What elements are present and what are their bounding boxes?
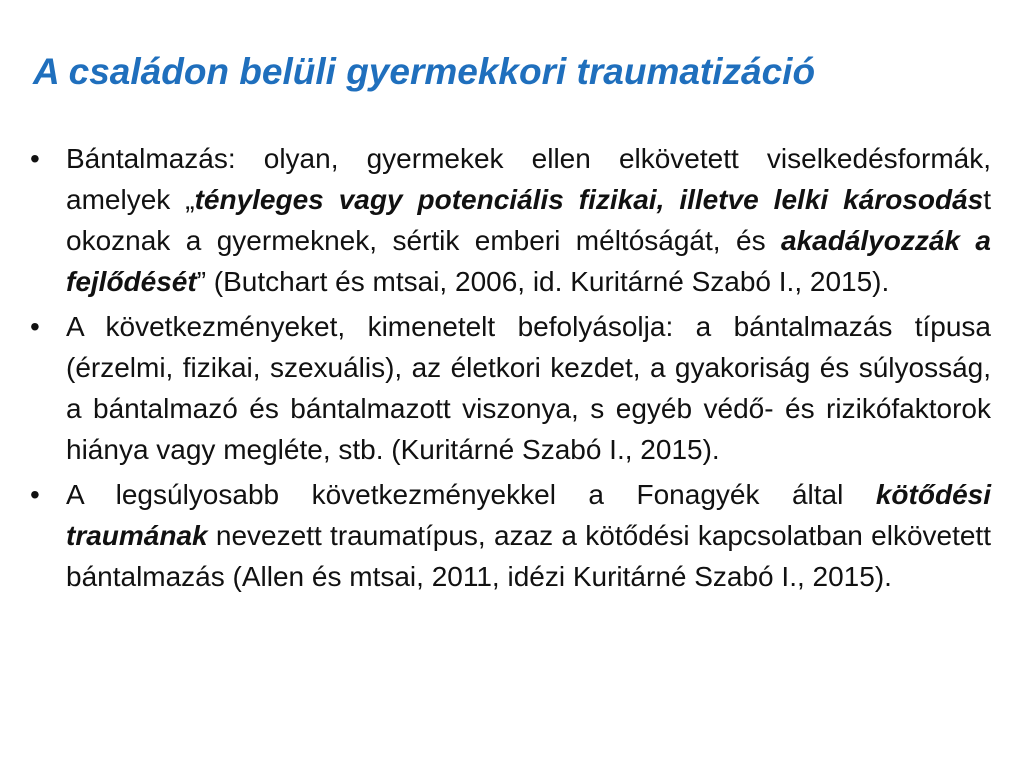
bullet-item-consequences bbox=[30, 306, 991, 470]
bullet-text-segment: A következményeket, kimenetelt befolyásolja: a bántalmazás típusa (érzelmi, fizikai, szexuális), az életkori kezdet, a gyakoriság és súlyosság, a bántalmazó és bántalmazott viszonya, s egyéb védő- és rizikófaktorok hiánya vagy megléte, stb. (Kuritárné Szabó I., 2015). bbox=[66, 311, 991, 465]
bullet-marker: • bbox=[30, 311, 40, 342]
slide-title: A családon belüli gyermekkori traumatizáció bbox=[33, 51, 816, 92]
bullet-text-segment: Bántalmazás: olyan, gyermekek ellen elkövetett viselkedésformák, amelyek „ bbox=[66, 143, 991, 215]
bullet-text-segment: nevezett traumatípus, azaz a kötődési kapcsolatban elkövetett bántalmazás (Allen és mtsai, 2011, idézi Kuritárné Szabó I., 2015). bbox=[66, 520, 991, 592]
bullet-emphasis-segment: kötődési traumának bbox=[66, 479, 991, 551]
bullet-emphasis-segment: akadályozzák a fejlődését bbox=[66, 225, 991, 297]
bullet-text-segment: t okoznak a gyermeknek, sértik emberi méltóságát, és bbox=[66, 184, 991, 256]
bullet-text-segment: A legsúlyosabb következményekkel a Fonagyék által bbox=[66, 479, 876, 510]
bullet-text-segment: ” (Butchart és mtsai, 2006, id. Kuritárné Szabó I., 2015). bbox=[196, 266, 890, 297]
bullet-marker: • bbox=[30, 143, 40, 174]
bullet-item-attachment-trauma bbox=[30, 474, 991, 597]
bullet-item-abuse-definition bbox=[30, 138, 991, 302]
bullet-emphasis-segment: tényleges vagy potenciális fizikai, illetve lelki károsodás bbox=[194, 184, 984, 215]
bullet-marker: • bbox=[30, 479, 40, 510]
bullet-list bbox=[30, 138, 991, 601]
